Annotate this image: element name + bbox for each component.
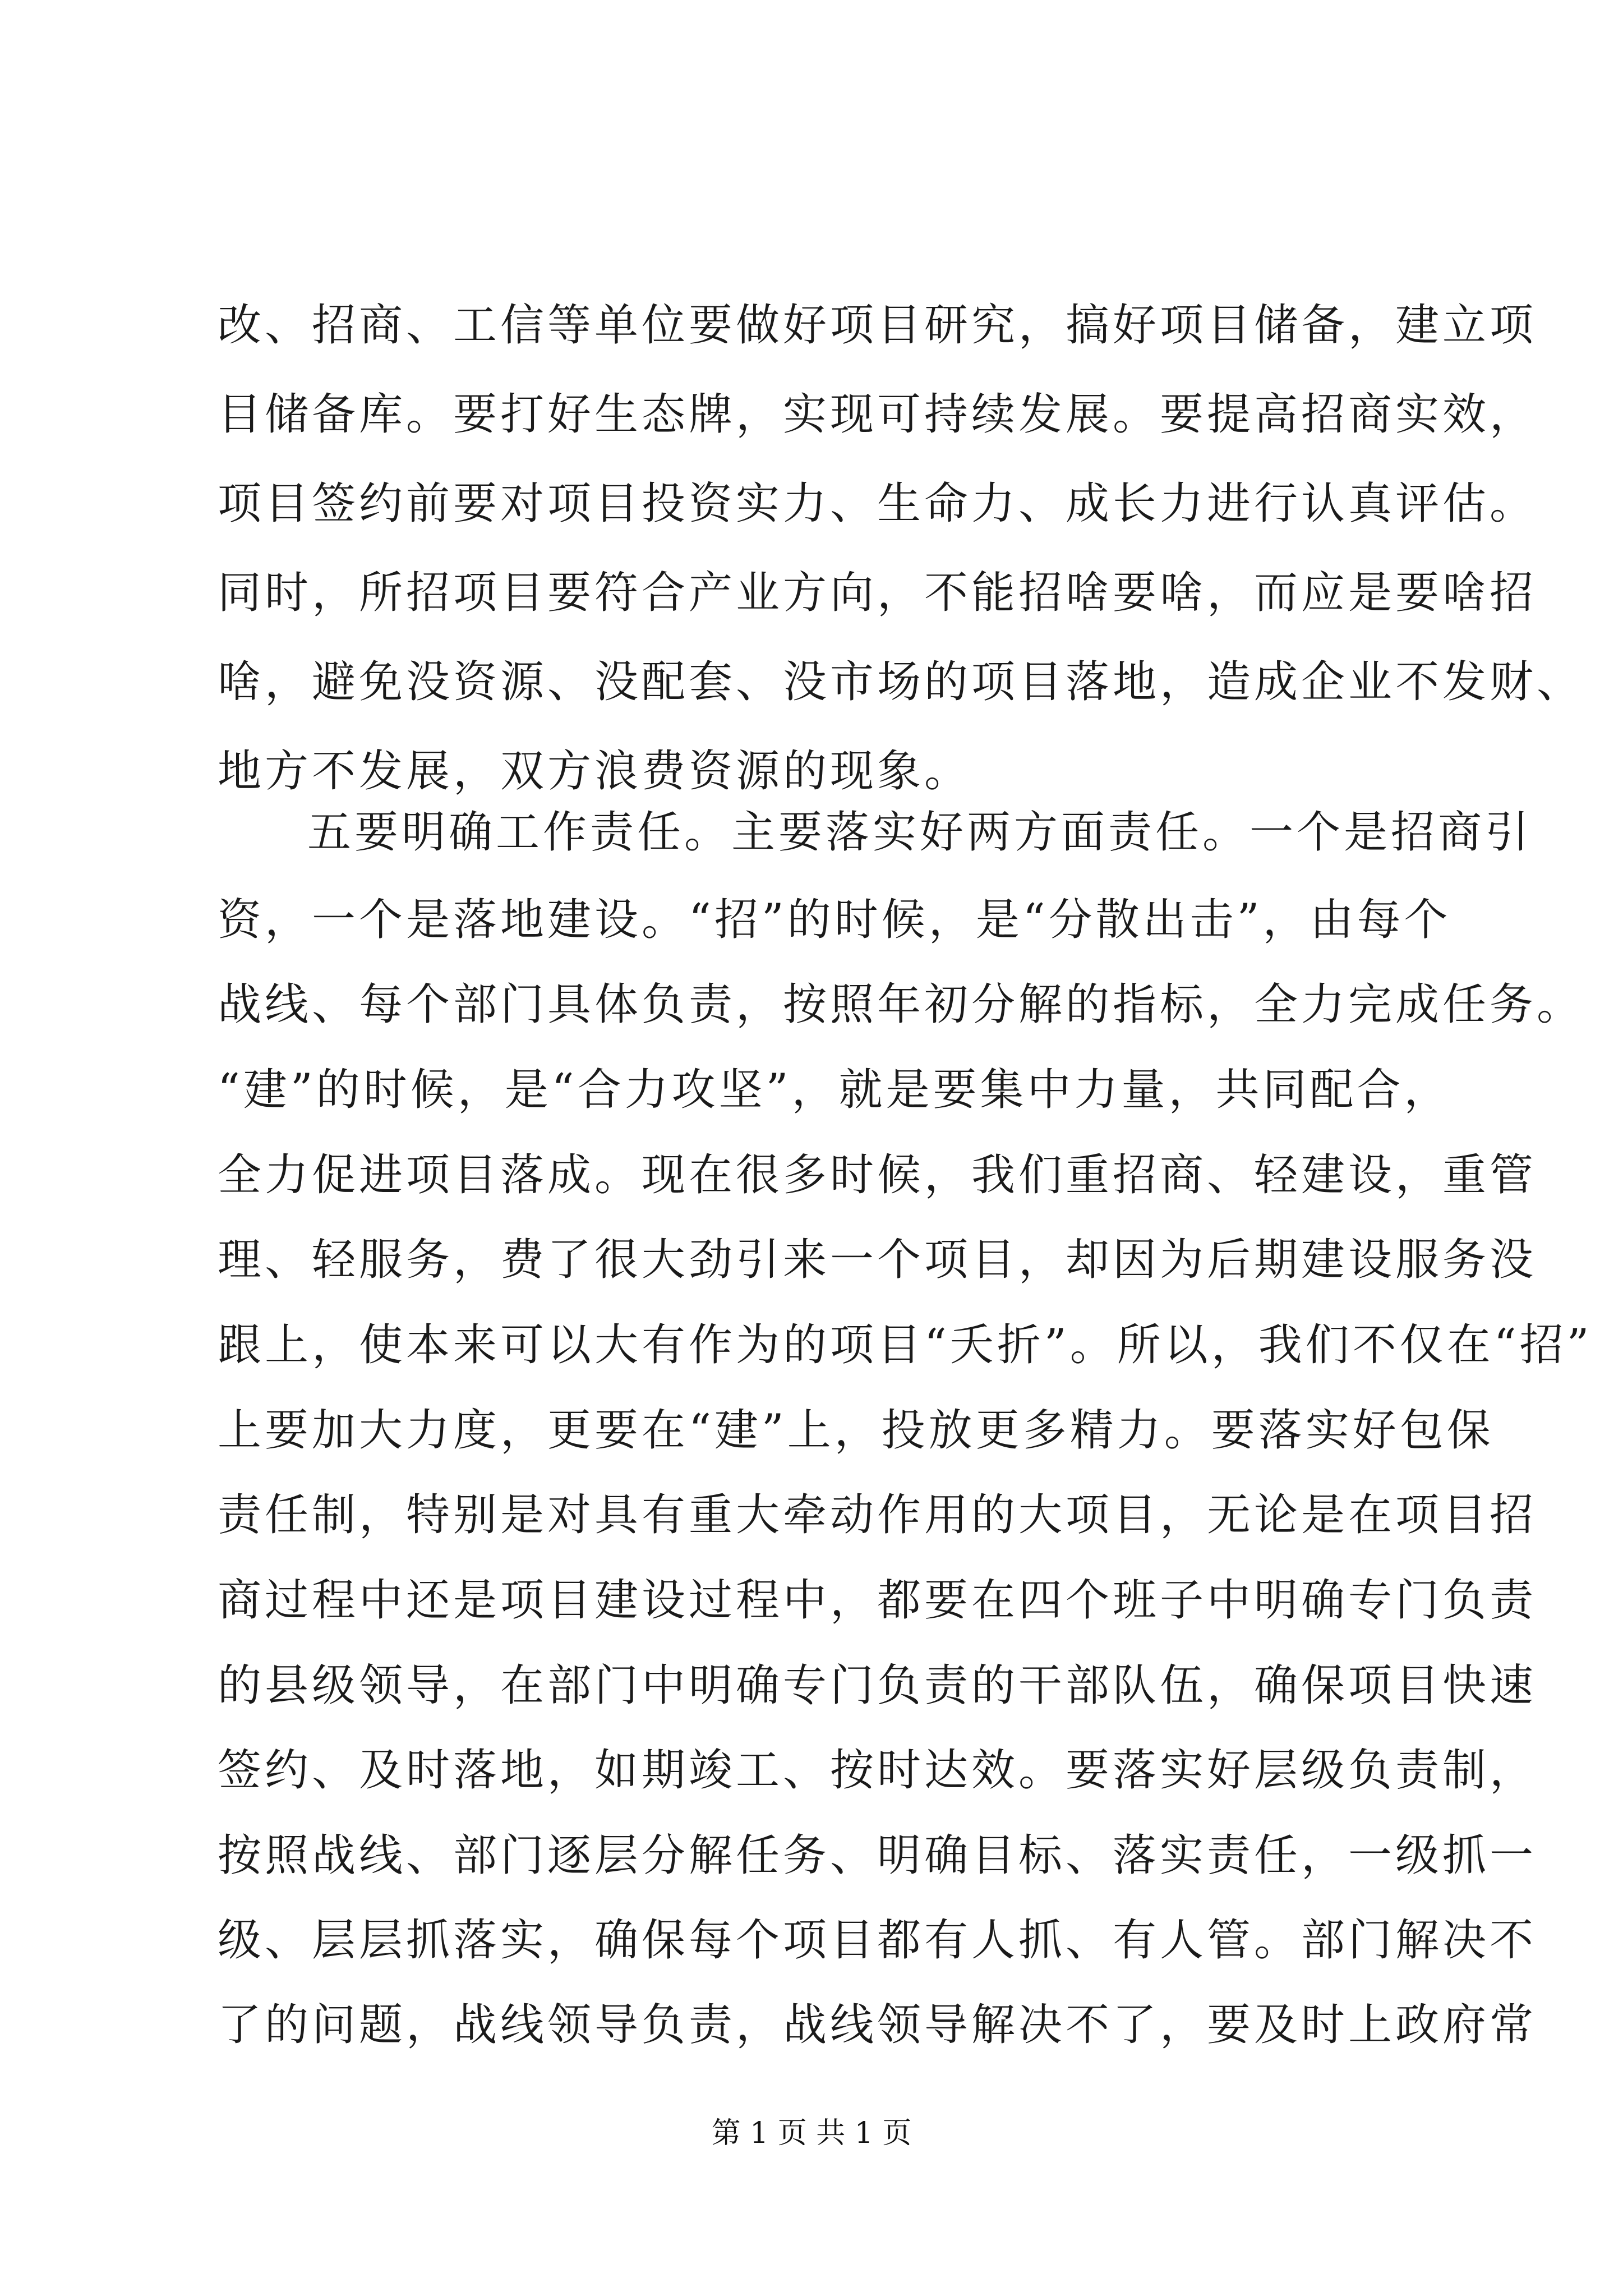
text-line: 跟上，使本来可以大有作为的项目“夭折”。所以，我们不仅在“招” [218,1320,1593,1370]
text-line: 的县级领导，在部门中明确专门负责的干部队伍，确保项目快速 [218,1660,1537,1711]
text-line: 五要明确工作责任。主要落实好两方面责任。一个是招商引 [307,807,1533,858]
text-line: 级、层层抓落实，确保每个项目都有人抓、有人管。部门解决不 [218,1915,1537,1966]
text-line: 签约、及时落地，如期竣工、按时达效。要落实好层级负责制， [218,1745,1537,1796]
text-line: 商过程中还是项目建设过程中，都要在四个班子中明确专门负责 [218,1575,1537,1626]
text-line: 上要加大力度，更要在“建”上，投放更多精力。要落实好包保 [218,1405,1494,1456]
text-line: 项目签约前要对项目投资实力、生命力、成长力进行认真评估。 [218,478,1537,529]
text-line: 了的问题，战线领导负责，战线领导解决不了，要及时上政府常 [218,2000,1537,2050]
text-line: 资，一个是落地建设。“招”的时候，是“分散出击”，由每个 [218,895,1451,945]
text-line: 地方不发展，双方浪费资源的现象。 [218,746,972,797]
text-line: 理、轻服务，费了很大劲引来一个项目，却因为后期建设服务没 [218,1235,1537,1285]
text-line: 改、招商、工信等单位要做好项目研究，搞好项目储备，建立项 [218,300,1537,351]
text-line: 责任制，特别是对具有重大牵动作用的大项目，无论是在项目招 [218,1490,1537,1540]
text-line: 按照战线、部门逐层分解任务、明确目标、落实责任，一级抓一 [218,1830,1537,1881]
text-line: 全力促进项目落成。现在很多时候，我们重招商、轻建设，重管 [218,1150,1537,1200]
text-line: 战线、每个部门具体负责，按照年初分解的指标，全力完成任务。 [218,979,1584,1030]
text-line: 目储备库。要打好生态牌，实现可持续发展。要提高招商实效， [218,389,1537,440]
text-line: 啥，避免没资源、没配套、没市场的项目落地，造成企业不发财、 [218,657,1584,707]
text-line: “建”的时候，是“合力攻坚”，就是要集中力量，共同配合， [218,1065,1451,1115]
page-number-footer: 第 1 页 共 1 页 [711,2116,912,2150]
text-line: 同时，所招项目要符合产业方向，不能招啥要啥，而应是要啥招 [218,568,1537,618]
